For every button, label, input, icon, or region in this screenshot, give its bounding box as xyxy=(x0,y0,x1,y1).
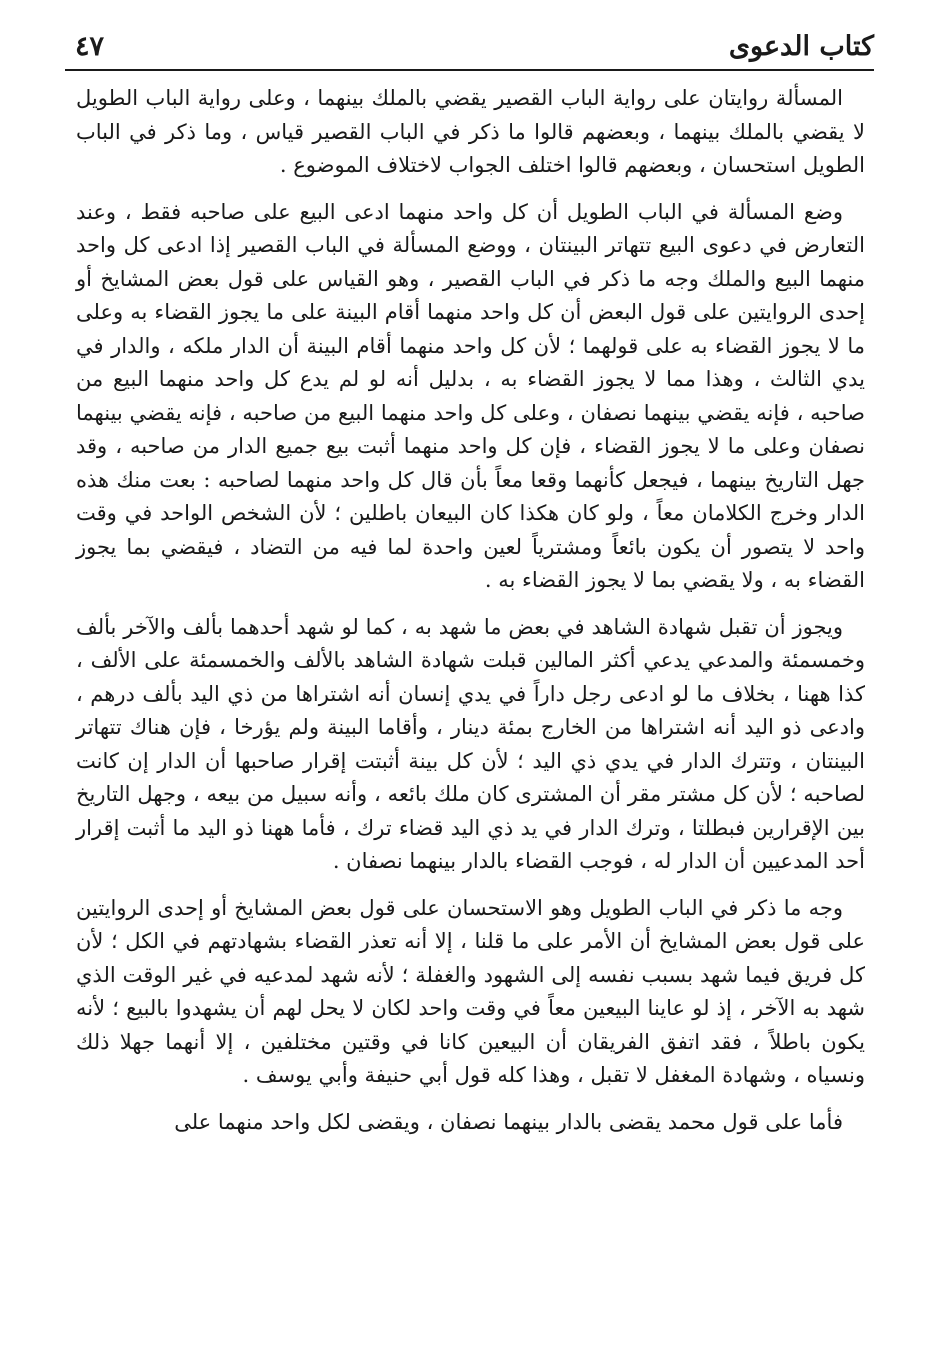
paragraph: وجه ما ذكر في الباب الطويل وهو الاستحسان على قول بعض المشايخ أو إحدى الروايتين على قول بعض المشايخ أن الأمر على ما قلنا ، إلا أنه تعذر القضاء بشهادتهم في الكل ؛ لأن كل فريق فيما شهد بسبب نفسه إلى الشهود والغفلة ؛ لأنه شهد لمدعيه في غير الوقت الذي شهد به الآخر ، إذ لو عاينا البيعين معاً في وقت واحد لكان لا يحل لهم أن يشهدوا بالبيع ؛ لأنه يكون باطلاً ، فقد اتفق الفريقان أن البيعين كانا في وقتين مختلفين ، إلا أنهما جهلا ذلك ونسياه ، وشهادة المغفل لا تقبل ، وهذا كله قول أبي حنيفة وأبي يوسف . xyxy=(76,895,865,1087)
paragraph: ويجوز أن تقبل شهادة الشاهد في بعض ما شهد به ، كما لو شهد أحدهما بألف والآخر بألف وخمسمئة والمدعي يدعي أكثر المالين قبلت شهادة الشاهد بالألف والخمسمئة على الألف ، كذا ههنا ، بخلاف ما لو ادعى رجل داراً في يدي إنسان أنه اشتراها من ذي اليد بألف درهم ، وادعى ذو اليد أنه اشتراها من الخارج بمئة دينار ، وأقاما البينة ولم يؤرخا ، فإن هناك تتهاتر البينتان ، وتترك الدار في يدي ذي اليد ؛ لأن كل بينة أثبتت إقرار صاحبها أن الدار إن كانت لصاحبه ؛ لأن كل مشتر مقر أن المشترى كان ملك بائعه ، وأنه سبيل من بيعه ، وجهل التاريخ بين الإقرارين فبطلتا ، وترك الدار في يد ذي اليد قضاء ترك ، فأما ههنا ذو اليد ما أثبت إقرار أحد المدعيين أن الدار له ، فوجب القضاء بالدار بينهما نصفان . xyxy=(76,614,865,873)
paragraph: فأما على قول محمد يقضى بالدار بينهما نصفان ، ويقضى لكل واحد منهما على xyxy=(174,1109,843,1134)
running-header xyxy=(65,28,874,68)
chapter-title: كتاب الدعوى xyxy=(728,31,874,62)
page-number: ٤٧ xyxy=(75,31,105,62)
paragraph: المسألة روايتان على رواية الباب القصير يقضي بالملك بينهما ، وعلى رواية الباب الطويل لا يقضي بالملك بينهما ، وبعضهم قالوا ما ذكر في الباب القصير قياس ، وما ذكر في الباب الطويل استحسان ، وبعضهم قالوا اختلف الجواب لاختلاف الموضوع . xyxy=(76,86,865,177)
page-body xyxy=(76,82,865,1139)
header-divider xyxy=(65,69,874,71)
paragraph: وضع المسألة في الباب الطويل أن كل واحد منهما ادعى البيع على صاحبه فقط ، وعند التعارض في دعوى البيع تتهاتر البينتان ، ووضع المسألة في الباب القصير إذا ادعى كل واحد منهما البيع والملك وجه ما ذكر في الباب القصير ، وهو القياس على قول بعض المشايخ أو إحدى الروايتين على قول البعض أن كل واحد منهما أقام البينة على ما يجوز القضاء به وعلى ما لا يجوز القضاء به على قولهما ؛ لأن كل واحد منهما أقام البينة أن الدار ملكه ، والدار في يدي الثالث ، وهذا مما لا يجوز القضاء به ، بدليل أنه لو لم يدع كل واحد منهما البيع من صاحبه ، فإنه يقضي بينهما نصفان ، وعلى كل واحد منهما البيع من صاحبه ، فإنه يقضي بينهما نصفان وعلى ما لا يجوز القضاء ، فإن كل واحد منهما أثبت بيع جميع الدار من صاحبه ، وقد جهل التاريخ بينهما ، فيجعل كأنهما وقعا معاً بأن قال كل واحد منهما لصاحبه : بعت منك هذه الدار وخرج الكلامان معاً ، ولو كان هكذا كان البيعان باطلين ؛ لأن الشخص الواحد في وقت واحد لا يتصور أن يكون بائعاً ومشترياً لعين واحدة لما فيه من التضاد ، فيقضي بما يجوز القضاء به ، ولا يقضي بما لا يجوز القضاء به . xyxy=(76,199,865,592)
